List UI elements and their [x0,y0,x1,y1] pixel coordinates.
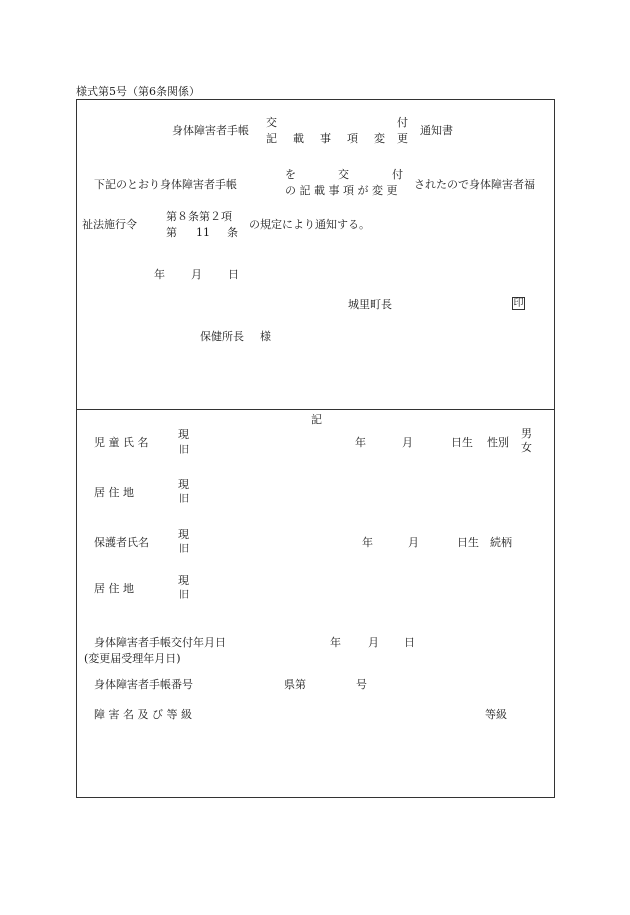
body-line1-pre: 下記のとおり身体障害者手帳 [94,178,237,191]
gender-female: 女 [521,441,532,454]
child-name-label: 児 童 氏 名 [94,436,149,449]
title-suffix: 通知書 [420,124,453,137]
title-option-issue-top: 交 [266,116,277,129]
certificate-number-label: 身体障害者手帳番号 [94,678,193,691]
section-divider [76,409,555,410]
title-main: 身体障害者手帳 [172,124,249,137]
title-option-issue-bottom: 付 [397,116,408,129]
form-label: 様式第5号（第6条関係） [76,85,200,98]
body-line1-post: されたので身体障害者福 [414,178,535,191]
guardian-name-label: 保護者氏名 [94,536,149,549]
relation-label: 続柄 [490,536,512,549]
addressee: 保健所長 [200,330,244,343]
body-line2-top: 第８条第２項 [166,210,232,223]
issuer-name: 城里町長 [348,298,392,311]
disability-label: 障 害 名 及 び 等 級 [94,708,192,721]
detail-heading: 記 [311,413,322,426]
gender-male: 男 [521,427,532,440]
seal-mark: 印 [513,298,524,309]
change-date-label: (変更届受理年月日) [84,652,181,665]
guardian-address-label: 居 住 地 [94,582,134,595]
issue-date-label: 身体障害者手帳交付年月日 [94,636,226,649]
child-address-label: 居 住 地 [94,486,134,499]
body-line1-bottom: の 記 載 事 項 が 変 更 [285,184,398,197]
addressee-honorific: 様 [260,330,271,343]
gender-label: 性別 [487,436,509,449]
grade-label: 等級 [485,708,507,721]
body-line2-pre: 祉法施行令 [82,218,137,231]
body-line2-post: の規定により通知する。 [249,218,370,231]
